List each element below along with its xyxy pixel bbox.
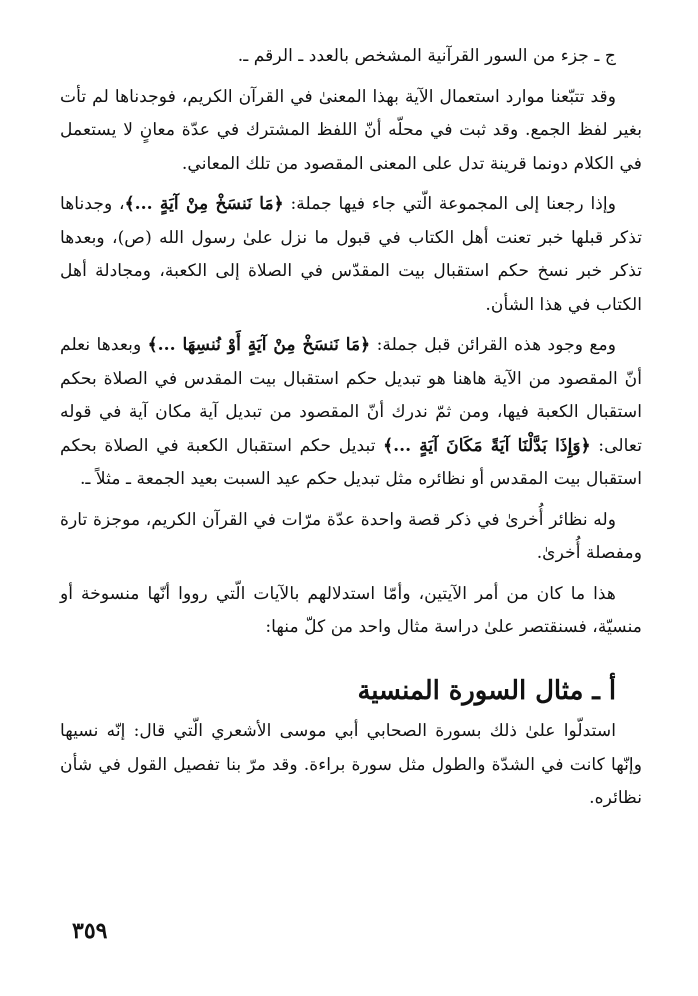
paragraph-item-c: ج ـ جزء من السور القرآنية المشخص بالعدد ـ الرقم ـ. xyxy=(237,46,616,66)
paragraph-abrogated-verses: هذا ما كان من أمر الآيتين، وأمّا استدلالهم بالآيات الّتي رووا أنّها منسوخة أو منسيّة، فسنقتصر علىٰ دراسة مثال واحد من كلّ منها: xyxy=(60,583,642,637)
paragraph-text: ومع وجود هذه القرائن قبل جملة: xyxy=(370,335,616,355)
paragraph-usage-of-ayah: وقد تتبّعنا موارد استعمال الآية بهذا المعنىٰ في القرآن الكريم، فوجدناها لم تأت بغير لفظ الجمع. وقد ثبت في محلّه أنّ اللفظ المشترك في عدّة معانٍ لا يستعمل في الكلام دونما قرينة تدل على المعنى المقصود من تلك المعاني. xyxy=(60,86,642,174)
page-number: ٣٥٩ xyxy=(72,918,108,944)
paragraph-separator xyxy=(60,571,642,578)
paragraph-context-group xyxy=(60,188,642,322)
paragraph-separator xyxy=(60,497,642,504)
quran-quote: ﴿مَا نَنسَخْ مِنْ آيَةٍ ...﴾ xyxy=(124,194,284,214)
section-heading: أ ـ مثال السورة المنسية xyxy=(357,675,616,706)
paragraph-separator xyxy=(60,708,642,715)
paragraph-context-evidence xyxy=(60,329,642,497)
quran-quote: ﴿وَإِذَا بَدَّلْنَا آيَةً مَكَانَ آيَةٍ ...﴾ xyxy=(383,435,591,456)
paragraph-text: وإذا رجعنا إلى المجموعة الّتي جاء فيها جملة: xyxy=(283,194,616,214)
paragraph-separator xyxy=(60,322,642,329)
paragraph-text: تبديل حكم استقبال الكعبة في الصلاة بحكم استقبال بيت المقدس أو نظائره مثل تبديل حكم عيد السبت بعيد الجمعة ـ مثلاً ـ. xyxy=(60,435,642,489)
paragraph-separator xyxy=(60,181,642,188)
quran-quote: ﴿مَا نَنسَخْ مِنْ آيَةٍ أَوْ نُنسِهَا ...﴾ xyxy=(147,335,371,355)
paragraph-other-examples: وله نظائر أُخرىٰ في ذكر قصة واحدة عدّة مرّات في القرآن الكريم، موجزة تارة ومفصلة أُخرىٰ. xyxy=(60,509,642,563)
paragraph-separator xyxy=(60,74,642,81)
page-body xyxy=(60,40,642,816)
section-separator xyxy=(60,645,642,675)
paragraph-text: وبعدها نعلم أنّ المقصود من الآية هاهنا هو تبديل حكم استقبال بيت المقدس في الصلاة بحكم استقبال الكعبة فيها، ومن ثمّ ندرك أنّ المقصود من تبديل آية مكان آية في قوله تعالى: xyxy=(60,335,642,456)
paragraph-text: ، وجدناها تذكر قبلها خبر تعنت أهل الكتاب في قبول ما نزل علىٰ رسول الله (ص)، وبعدها تذكر خبر نسخ حكم استقبال بيت المقدّس في الصلاة إلى الكعبة، ومجادلة أهل الكتاب في هذا الشأن. xyxy=(60,194,642,315)
paragraph-forgotten-surah: استدلّوا علىٰ ذلك بسورة الصحابي أبي موسى الأشعري الّتي قال: إنّه نسيها وإنّها كانت في الشدّة والطول مثل سورة براءة. وقد مرّ بنا تفصيل القول في شأن نظائره. xyxy=(60,721,642,808)
